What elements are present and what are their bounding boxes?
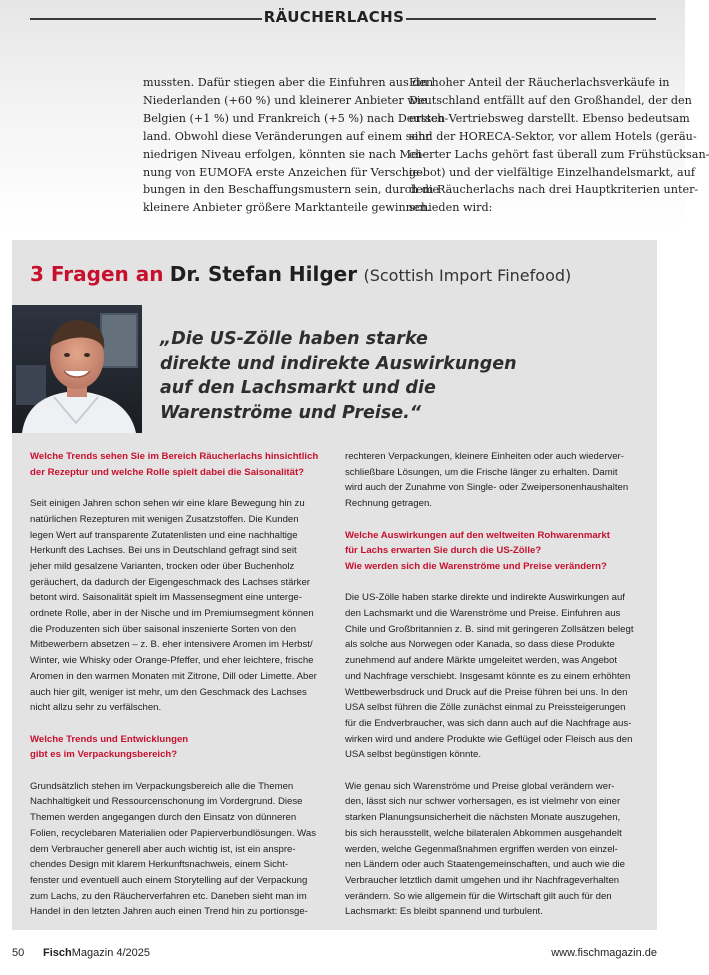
- intro-text-line: kleinere Anbieter größere Marktanteile gewinnen.: [143, 201, 431, 215]
- interview-answer-line: für die Endverbraucher, was sich dann auch auf die Nachfrage aus-: [345, 717, 632, 729]
- intro-column-right: [409, 74, 709, 217]
- intro-text-line: ersten Vertriebsweg darstellt. Ebenso bedeutsam: [409, 111, 690, 125]
- interview-answer-line: bis sich herausstellt, welche bilateralen Abkommen ausgehandelt: [345, 827, 622, 839]
- interview-answer-line: fenster und eventuell auch einem Storytelling auf der Verpackung: [30, 874, 308, 886]
- interview-answer-line: Folien, recyclebaren Materialien oder Papierverbundlösungen. Was: [30, 827, 317, 839]
- interview-answer-line: den Lachsmarkt und die Warenströme und Preise. Einfuhren aus: [345, 608, 621, 619]
- paragraph-gap: [345, 763, 645, 779]
- interview-answer-line: werden, welche Gegenmaßnahmen ergriffen werden von einzel-: [345, 843, 618, 855]
- intro-text-line: Deutschland entfällt auf den Großhandel, der den: [409, 93, 692, 107]
- interview-answer-line: geräuchert, da dadurch der Eigengeschmack des Lachses stärker: [30, 576, 310, 588]
- interview-answer-line: schließbare Lösungen, um die Frische länger zu erhalten. Damit: [345, 466, 618, 478]
- interview-answer-line: Aromen in den warmen Monaten mit Zitrone, Dill oder Limette. Aber: [30, 670, 317, 682]
- interview-answer-line: und Nachfrage verschiebt. Insgesamt könnte es zu einem erhöhten: [345, 670, 631, 682]
- interview-answer-line: dem Verbraucher generell aber auch wichtig ist, ist ein anspre-: [30, 843, 296, 855]
- interview-answer-line: Winter, wie Whisky oder Orange-Pfeffer, und eher leichtere, frische: [30, 655, 314, 667]
- quote-line: auf den Lachsmarkt und die: [160, 378, 436, 398]
- interview-answer-line: natürlichen Rezepturen mit wenigen Zusatzstoffen. Die Kunden: [30, 513, 299, 525]
- intro-text-line: cherter Lachs gehört fast überall zum Frühstücksan-: [409, 147, 709, 161]
- interview-answer-line: legen Wert auf transparente Zutatenlisten und eine nachhaltige: [30, 529, 298, 541]
- intro-text-line: nung von EUMOFA erste Anzeichen für Verschie-: [143, 165, 423, 179]
- interview-answer-line: die Produzenten sich über saisonal inszenierte Sorten von den: [30, 623, 297, 635]
- quote-line: direkte und indirekte Auswirkungen: [160, 353, 517, 374]
- interview-answer-line: wirken wird und andere Produkte wie Geflügel oder Fleisch aus den: [345, 733, 633, 745]
- intro-text-line: Belgien (+1 %) und Frankreich (+5 %) nach Deutsch-: [143, 111, 449, 125]
- interview-answer-line: Wie genau sich Warenströme und Preise global verändern wer-: [345, 780, 615, 792]
- interview-answer-line: Lachsmarkt: Es bleibt spannend und turbulent.: [345, 906, 543, 918]
- intro-text-line: schieden wird:: [409, 201, 493, 215]
- interview-title-name: Dr. Stefan Hilger: [169, 262, 358, 286]
- interview-answer-line: Themen werden angegangen durch den Einsatz von dünneren: [30, 812, 297, 824]
- interview-question-line: für Lachs erwarten Sie durch die US-Zölle?: [345, 545, 542, 557]
- interview-question-line: gibt es im Verpackungsbereich?: [30, 749, 178, 761]
- interview-question-line: Welche Trends sehen Sie im Bereich Räucherlachs hinsichtlich: [30, 451, 319, 462]
- header-rule-left: [30, 18, 262, 20]
- header-rule-right: [406, 18, 656, 20]
- interview-answer-line: als solche aus Norwegen oder Kanada, so dass diese Produkte: [345, 639, 615, 651]
- intro-text-line: sind der HORECA-Sektor, vor allem Hotels (geräu-: [409, 129, 697, 143]
- interview-answer-line: ordnete Rolle, aber in der Nische und im Premiumsegment können: [30, 608, 314, 620]
- intro-text-line: mussten. Dafür stiegen aber die Einfuhren aus den: [143, 76, 434, 89]
- interview-answer-line: wird auch der Zunahme von Single- oder Zweipersonenhaushalten: [345, 482, 629, 494]
- interview-question-line: der Rezeptur und welche Rolle spielt dabei die Saisonalität?: [30, 466, 305, 478]
- interview-answer-line: betont wird. Saisonalität spielt im Massensegment eine unterge-: [30, 592, 302, 604]
- interview-answer-line: Grundsätzlich stehen im Verpackungsbereich alle die Themen: [30, 780, 294, 792]
- interview-answer-line: nen Ländern oder auch Staatengemeinschaften, und auch wie die: [345, 859, 626, 871]
- interview-answer-line: rechteren Verpackungen, kleinere Einheiten oder auch wiederver-: [345, 451, 624, 462]
- interview-title-org: (Scottish Import Finefood): [363, 266, 572, 285]
- quote-line: Warenströme und Preise.“: [160, 402, 422, 423]
- interview-answer-line: Handel in den letzten Jahren auch einen Trend hin zu portionsge-: [30, 906, 308, 918]
- interview-answer-line: auch hier gilt, weniger ist mehr, um den Geschmack des Lachses: [30, 686, 307, 698]
- interview-answer-line: nicht allzu sehr zu verfälschen.: [30, 702, 162, 714]
- interview-question-line: Welche Auswirkungen auf den weltweiten Rohwarenmarkt: [345, 529, 610, 541]
- intro-text-line: Niederlanden (+60 %) und kleinerer Anbieter wie: [143, 93, 428, 107]
- portrait-photo: [12, 305, 142, 433]
- interview-answer-line: Mitbewerbern absetzen – z. B. eher intensivere Aromen im Herbst/: [30, 639, 313, 651]
- magazine-brand: Fisch: [43, 947, 72, 959]
- intro-text-line: land. Obwohl diese Veränderungen auf einem sehr: [143, 129, 431, 143]
- page-number: 50: [12, 947, 25, 959]
- paragraph-gap: [30, 763, 336, 779]
- interview-answer-line: Seit einigen Jahren schon sehen wir eine klare Bewegung hin zu: [30, 498, 305, 510]
- pull-quote: [160, 327, 640, 425]
- paragraph-gap: [30, 480, 336, 496]
- intro-text-line: Ein hoher Anteil der Räucherlachsverkäufe in: [409, 76, 670, 89]
- intro-column-left: [143, 74, 449, 217]
- interview-answer-line: Herkunft des Lachses. Bei uns in Deutschland gefragt sind seit: [30, 545, 297, 557]
- intro-text-line: dem Räucherlachs nach drei Hauptkriterien unter-: [409, 183, 699, 197]
- interview-answer-line: Verbraucher letztlich damit umgehen und ihr Nachfrageverhalten: [345, 874, 620, 886]
- magazine-issue-text: Magazin 4/2025: [71, 947, 151, 959]
- interview-answer-line: verändern. So wie allgemein für die Wirtschaft gilt auch für den: [345, 890, 612, 902]
- interview-answer-line: zum Lachs, zu den Räucherverfahren etc. Daneben sieht man im: [30, 890, 307, 902]
- interview-answer-line: Chile und Großbritannien z. B. sind mit geringeren Zollsätzen belegt: [345, 623, 634, 635]
- magazine-issue: [43, 947, 150, 959]
- intro-text-line: gebot) und der vielfältige Einzelhandelsmarkt, auf: [409, 165, 696, 179]
- interview-answer-line: Wettbewerbsdruck und Druck auf die Preise führen bei uns. In den: [345, 686, 628, 698]
- interview-question-line: Wie werden sich die Warenströme und Preise verändern?: [345, 560, 607, 572]
- interview-answer-line: starken Planungsunsicherheit die nächsten Monate auszugehen,: [345, 812, 621, 824]
- website-url: www.fischmagazin.de: [551, 947, 657, 959]
- interview-column-right: [345, 449, 645, 920]
- paragraph-gap: [30, 716, 336, 732]
- interview-answer-line: USA selbst begünstigen könnte.: [345, 749, 482, 761]
- interview-answer-line: Die US-Zölle haben starke direkte und indirekte Auswirkungen auf: [345, 592, 625, 604]
- quote-line: „Die US-Zölle haben starke: [160, 329, 428, 349]
- interview-answer-line: Nachhaltigkeit und Ressourcenschonung im Vordergrund. Diese: [30, 796, 303, 808]
- interview-answer-line: Rechnung getragen.: [345, 498, 432, 510]
- interview-answer-line: jeher mild gesalzene Varianten, trocken oder über Buchenholz: [30, 560, 295, 572]
- interview-title-lead: 3 Fragen an: [30, 262, 164, 286]
- paragraph-gap: [345, 512, 645, 528]
- paragraph-gap: [345, 575, 645, 591]
- intro-text-line: bungen in den Beschaffungsmustern sein, durch die: [143, 183, 440, 197]
- interview-question-line: Welche Trends und Entwicklungen: [30, 733, 189, 745]
- section-title: RÄUCHERLACHS: [263, 8, 405, 26]
- interview-column-left: [30, 449, 336, 920]
- interview-answer-line: den, lässt sich nur schwer vorhersagen, es ist vielmehr von einer: [345, 796, 621, 808]
- interview-answer-line: chendes Design mit klarem Herkunftsnachweis, einem Sicht-: [30, 859, 289, 871]
- interview-title: [30, 262, 571, 286]
- interview-answer-line: zunehmend auf andere Märkte umgeleitet werden, was Angebot: [345, 655, 617, 667]
- intro-text-line: niedrigen Niveau erfolgen, könnten sie nach Mei-: [143, 147, 425, 161]
- interview-answer-line: USA selbst führen die Zölle zunächst einmal zu Preissteigerungen: [345, 702, 626, 714]
